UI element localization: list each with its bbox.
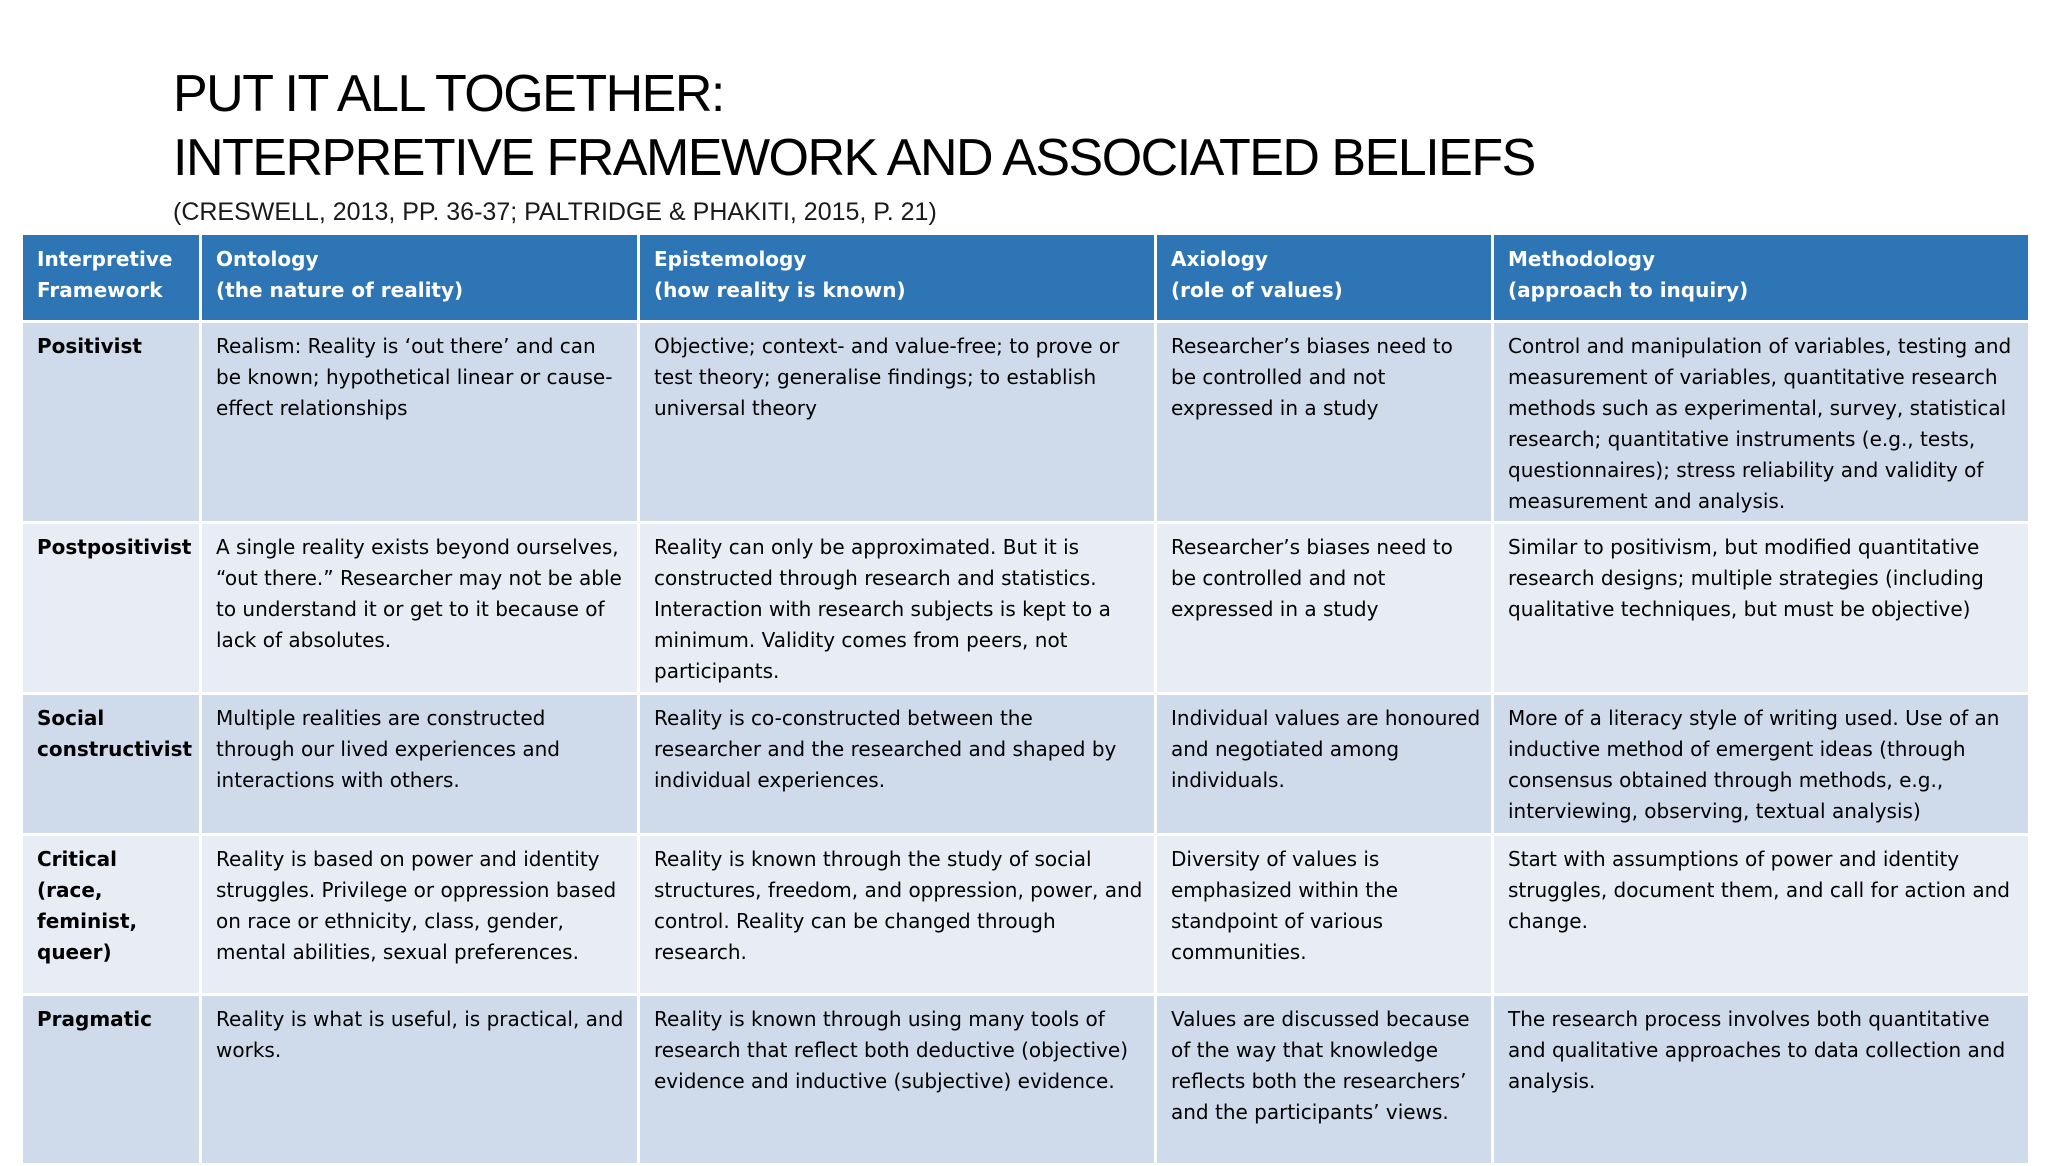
header-axiology [1156,234,1493,322]
cell-ontology: Multiple realities are constructed through our lived experiences and interactions with others. [201,694,639,835]
table-row-social-constructivist [22,694,2030,835]
header-epistemology-main: Epistemology [654,247,807,271]
cell-methodology: Start with assumptions of power and identity struggles, document them, and call for action and change. [1493,835,2030,995]
cell-axiology: Individual values are honoured and negotiated among individuals. [1156,694,1493,835]
cell-framework: Positivist [22,322,201,523]
cell-framework: Social constructivist [22,694,201,835]
header-axiology-sub: (role of values) [1171,278,1343,302]
cell-ontology: Realism: Reality is ‘out there’ and can be known; hypothetical linear or cause-effect relationships [201,322,639,523]
header-ontology [201,234,639,322]
cell-axiology: Researcher’s biases need to be controlled and not expressed in a study [1156,523,1493,694]
cell-ontology: A single reality exists beyond ourselves, “out there.” Researcher may not be able to understand it or get to it because of lack of absolutes. [201,523,639,694]
header-framework-sub: Framework [37,278,163,302]
table-row-pragmatic [22,995,2030,1165]
header-framework [22,234,201,322]
framework-table-container [20,232,2028,1152]
slide-subtitle: (CRESWELL, 2013, PP. 36-37; PALTRIDGE & PHAKITI, 2015, P. 21) [173,198,937,226]
table-header-row [22,234,2030,322]
cell-epistemology: Reality is co-constructed between the researcher and the researched and shaped by individual experiences. [639,694,1156,835]
cell-axiology: Diversity of values is emphasized within the standpoint of various communities. [1156,835,1493,995]
table-row-critical [22,835,2030,995]
cell-methodology: More of a literacy style of writing used. Use of an inductive method of emergent ideas (through consensus obtained through methods, e.g., interviewing, observing, textual analysis) [1493,694,2030,835]
header-methodology-main: Methodology [1508,247,1656,271]
cell-axiology: Values are discussed because of the way that knowledge reflects both the researchers’ and the participants’ views. [1156,995,1493,1165]
header-framework-main: Interpretive [37,247,173,271]
cell-axiology: Researcher’s biases need to be controlled and not expressed in a study [1156,322,1493,523]
header-methodology [1493,234,2030,322]
cell-epistemology: Reality is known through using many tools of research that reflect both deductive (objective) evidence and inductive (subjective) evidence. [639,995,1156,1165]
header-ontology-sub: (the nature of reality) [216,278,464,302]
header-axiology-main: Axiology [1171,247,1268,271]
cell-methodology: Similar to positivism, but modified quantitative research designs; multiple strategies (including qualitative techniques, but must be objective) [1493,523,2030,694]
framework-table [20,232,2031,1166]
title-block [173,62,1973,228]
cell-framework: Postpositivist [22,523,201,694]
cell-methodology: The research process involves both quantitative and qualitative approaches to data collection and analysis. [1493,995,2030,1165]
table-row-postpositivist [22,523,2030,694]
slide-title-line-2: INTERPRETIVE FRAMEWORK AND ASSOCIATED BELIEFS [173,129,1535,187]
cell-methodology: Control and manipulation of variables, testing and measurement of variables, quantitative research methods such as experimental, survey, statistical research; quantitative instruments (e.g., tests, questionnaires); stress reliability and validity of measurement and analysis. [1493,322,2030,523]
cell-epistemology: Reality is known through the study of social structures, freedom, and oppression, power, and control. Reality can be changed through research. [639,835,1156,995]
cell-framework: Critical (race, feminist, queer) [22,835,201,995]
cell-epistemology: Reality can only be approximated. But it is constructed through research and statistics. Interaction with research subjects is kept to a minimum. Validity comes from peers, not participants. [639,523,1156,694]
header-ontology-main: Ontology [216,247,319,271]
cell-ontology: Reality is what is useful, is practical, and works. [201,995,639,1165]
table-row-positivist [22,322,2030,523]
cell-ontology: Reality is based on power and identity struggles. Privilege or oppression based on race or ethnicity, class, gender, mental abilities, sexual preferences. [201,835,639,995]
slide-title-line-1: PUT IT ALL TOGETHER: [173,65,724,123]
header-epistemology-sub: (how reality is known) [654,278,906,302]
header-epistemology [639,234,1156,322]
cell-epistemology: Objective; context- and value-free; to prove or test theory; generalise findings; to establish universal theory [639,322,1156,523]
cell-framework: Pragmatic [22,995,201,1165]
header-methodology-sub: (approach to inquiry) [1508,278,1749,302]
